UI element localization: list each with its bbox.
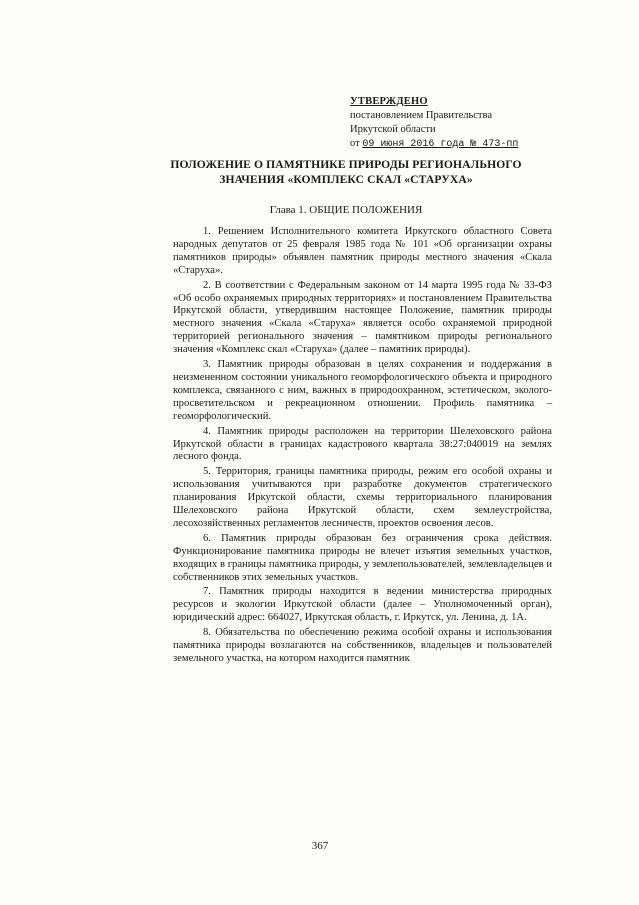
paragraph: 1. Решением Исполнительного комитета Иркутского областного Совета народных депутатов от 25 февраля 1985 года № 101 «Об организации охраны памятников природы» объявлен памятник природы местного значения «Скала «Старуха». <box>173 226 552 276</box>
document-body <box>173 226 552 668</box>
document-title: ПОЛОЖЕНИЕ О ПАМЯТНИКЕ ПРИРОДЫ РЕГИОНАЛЬНОГО ЗНАЧЕНИЯ «КОМПЛЕКС СКАЛ «СТАРУХА» <box>170 158 522 186</box>
approval-date-line <box>350 137 580 152</box>
approval-date-prefix: от <box>350 138 360 149</box>
page-number: 367 <box>311 840 329 852</box>
chapter-heading: Глава 1. ОБЩИЕ ПОЛОЖЕНИЯ <box>269 204 423 216</box>
approval-date-value: 09 июня 2016 года № 473-пп <box>362 139 519 150</box>
paragraph: 6. Памятник природы образован без ограничения срока действия. Функционирование памятника природы не влечет изъятия земельных участков, входящих в границы памятника природы, у землепользователей, землевладельцев и собственников этих земельных участков. <box>173 532 552 583</box>
paragraph: 5. Территория, границы памятника природы, режим его особой охраны и использования учитываются при разработке документов стратегического планирования Иркутской области, схемы территориального планирования Шелеховского района Иркутской области, схем землеустройства, лесохозяйственных регламентов лесничеств, проектов освоения лесов. <box>173 466 552 529</box>
approval-block <box>350 95 580 152</box>
paragraph: 2. В соответствии с Федеральным законом от 14 марта 1995 года № 33-ФЗ «Об особо охраняемых природных территориях» и постановлением Правительства Иркутской области, утвердившим настоящее Положение, памятник природы местного значения «Скала «Старуха» является особо охраняемой природной территорией регионального значения – памятником природы регионального значения «Комплекс скал «Старуха» (далее – памятник природы). <box>173 279 552 356</box>
approval-line-1: постановлением Правительства <box>350 110 493 121</box>
paragraph: 7. Памятник природы находится в ведении министерства природных ресурсов и экологии Иркутской области (далее – Уполномоченный орган), юридический адрес: 664027, Иркутская область, г. Иркутск, ул. Ленина, д. 1А. <box>173 586 552 624</box>
paragraph: 4. Памятник природы расположен на территории Шелеховского района Иркутской области в границах кадастрового квартала 38:27:040019 на землях лесного фонда. <box>173 425 552 463</box>
approval-heading: УТВЕРЖДЕНО <box>350 96 428 107</box>
paragraph: 3. Памятник природы образован в целях сохранения и поддержания в неизмененном состоянии уникального геоморфологического объекта и природного комплекса, связанного с ним, важных в природоохранном, эстетическом, эколого-просветительском и рекреационном отношении. Профиль памятника – геоморфологический. <box>173 359 552 422</box>
approval-line-2: Иркутской области <box>350 124 436 135</box>
paragraph: 8. Обязательства по обеспечению режима особой охраны и использования памятника природы возлагаются на собственников, владельцев и пользователей земельного участка, на котором находится памятник <box>173 627 552 664</box>
